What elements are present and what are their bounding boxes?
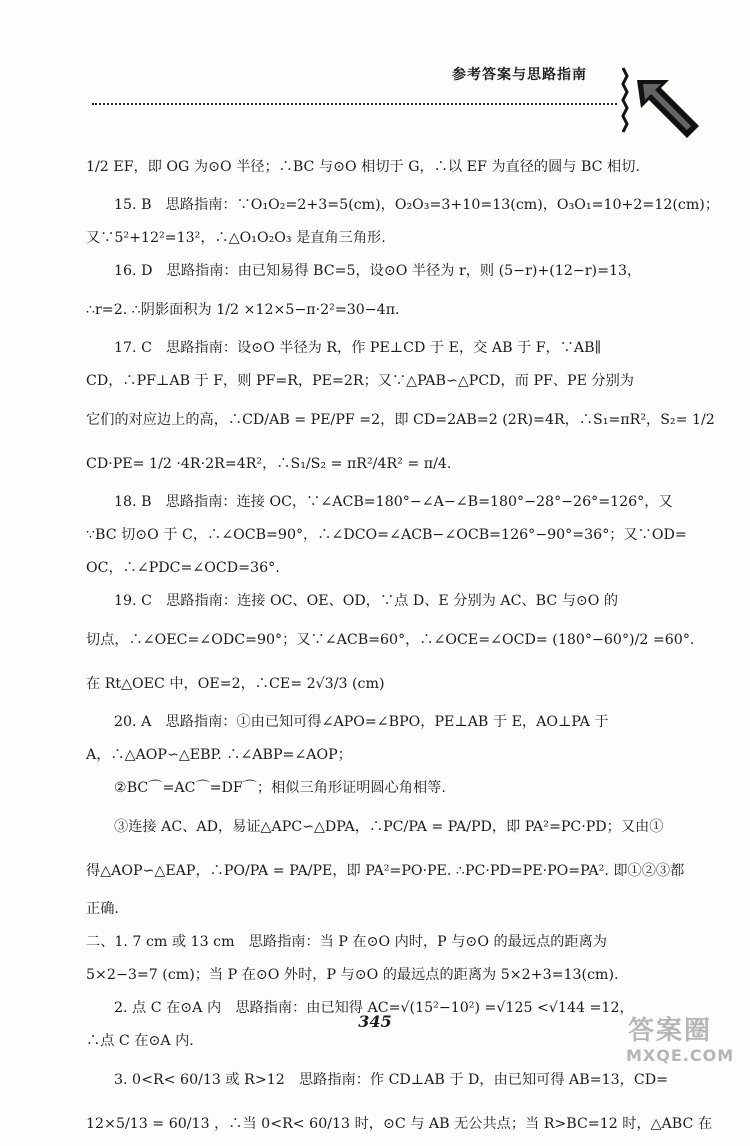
answer-text [86,145,720,1146]
text-line: ∵BC 切⊙O 于 C，∴∠OCB=90°，∴∠DCO=∠ACB−∠OCB=126°−90°=36°；又∵OD= [86,527,687,543]
header-dotted-rule [92,103,617,105]
text-line: 5×2−3=7 (cm)；当 P 在⊙O 外时，P 与⊙O 的最远点的距离为 5×2+3=13(cm). [86,967,619,983]
text-line: 2. 点 C 在⊙A 内 思路指南：由已知得 AC=√(15²−10²) =√125 <√144 =12， [114,1000,634,1016]
text-line: 二、1. 7 cm 或 13 cm 思路指南：当 P 在⊙O 内时，P 与⊙O 的最远点的距离为 [86,934,607,950]
text-line: 1/2 EF，即 OG 为⊙O 半径；∴BC 与⊙O 相切于 G，∴以 EF 为直径的圆与 BC 相切. [86,159,640,175]
text-line: 又∵5²+12²=13²，∴△O₁O₂O₃ 是直角三角形. [86,230,386,246]
header-title: 参考答案与思路指南 [452,67,587,83]
text-line: CD，∴PF⊥AB 于 F，则 PF=R，PE=2R；又∵△PAB∽△PCD，而 PF、PE 分别为 [86,373,634,389]
text-line: 18. B 思路指南：连接 OC，∵∠ACB=180°−∠A−∠B=180°−28°−26°=126°，又 [114,494,673,510]
text-line: 19. C 思路指南：连接 OC、OE、OD，∵点 D、E 分别为 AC、BC 与⊙O 的 [114,593,619,609]
text-line: CD·PE= 1/2 ·4R·2R=4R²，∴S₁/S₂ = πR²/4R² = π/4. [86,456,452,472]
text-line: 正确. [86,901,119,917]
text-line: OC，∴∠PDC=∠OCD=36°. [86,560,280,576]
watermark-url: MXQE.COM [626,1046,735,1065]
text-line: ②BC⌒=AC⌒=DF⌒；相似三角形证明圆心角相等. [114,780,446,796]
text-line: 16. D 思路指南：由已知易得 BC=5，设⊙O 半径为 r，则 (5−r)+(12−r)=13， [114,263,642,279]
text-line: 切点，∴∠OEC=∠ODC=90°；又∵∠ACB=60°，∴∠OCE=∠OCD= (180°−60°)/2 =60°. [86,632,695,648]
watermark-logo-text: 答案圈 [628,1016,713,1046]
text-line: ∴点 C 在⊙A 内. [86,1033,194,1049]
text-line: A，∴△AOP∽△EBP. ∴∠ABP=∠AOP； [86,747,352,763]
text-line: 17. C 思路指南：设⊙O 半径为 R，作 PE⊥CD 于 E，交 AB 于 F，∵AB∥ [114,340,602,356]
text-line: ③连接 AC、AD，易证△APC∽△DPA，∴PC/PA = PA/PD，即 PA²=PC·PD；又由① [114,819,664,835]
text-line: 它们的对应边上的高，∴CD/AB = PE/PF =2，即 CD=2AB=2 (2R)=4R，∴S₁=πR²，S₂= 1/2 [86,412,715,428]
text-line: 12×5/13 = 60/13 ，∴当 0<R< 60/13 时，⊙C 与 AB 无公共点；当 R>BC=12 时，△ABC 在 [86,1116,713,1132]
text-line: ∴r=2. ∴阴影面积为 1/2 ×12×5−π·2²=30−4π. [86,302,400,318]
text-line: 20. A 思路指南：①由已知可得∠APO=∠BPO，PE⊥AB 于 E，AO⊥PA 于 [114,714,609,730]
text-line: 3. 0<R< 60/13 或 R>12 思路指南：作 CD⊥AB 于 D，由已知可得 AB=13，CD= [114,1072,668,1088]
text-line: 得△AOP∽△EAP，∴PO/PA = PA/PE，即 PA²=PO·PE. ∴PC·PD=PE·PO=PA². 即①②③都 [86,863,685,879]
arrow-icon [617,62,707,152]
page-number: 345 [358,1012,392,1031]
text-line: 在 Rt△OEC 中，OE=2，∴CE= 2√3/3 (cm) [86,676,385,692]
text-line: 15. B 思路指南：∵O₁O₂=2+3=5(cm)，O₂O₃=3+10=13(cm)，O₃O₁=10+2=12(cm)； [114,197,720,213]
